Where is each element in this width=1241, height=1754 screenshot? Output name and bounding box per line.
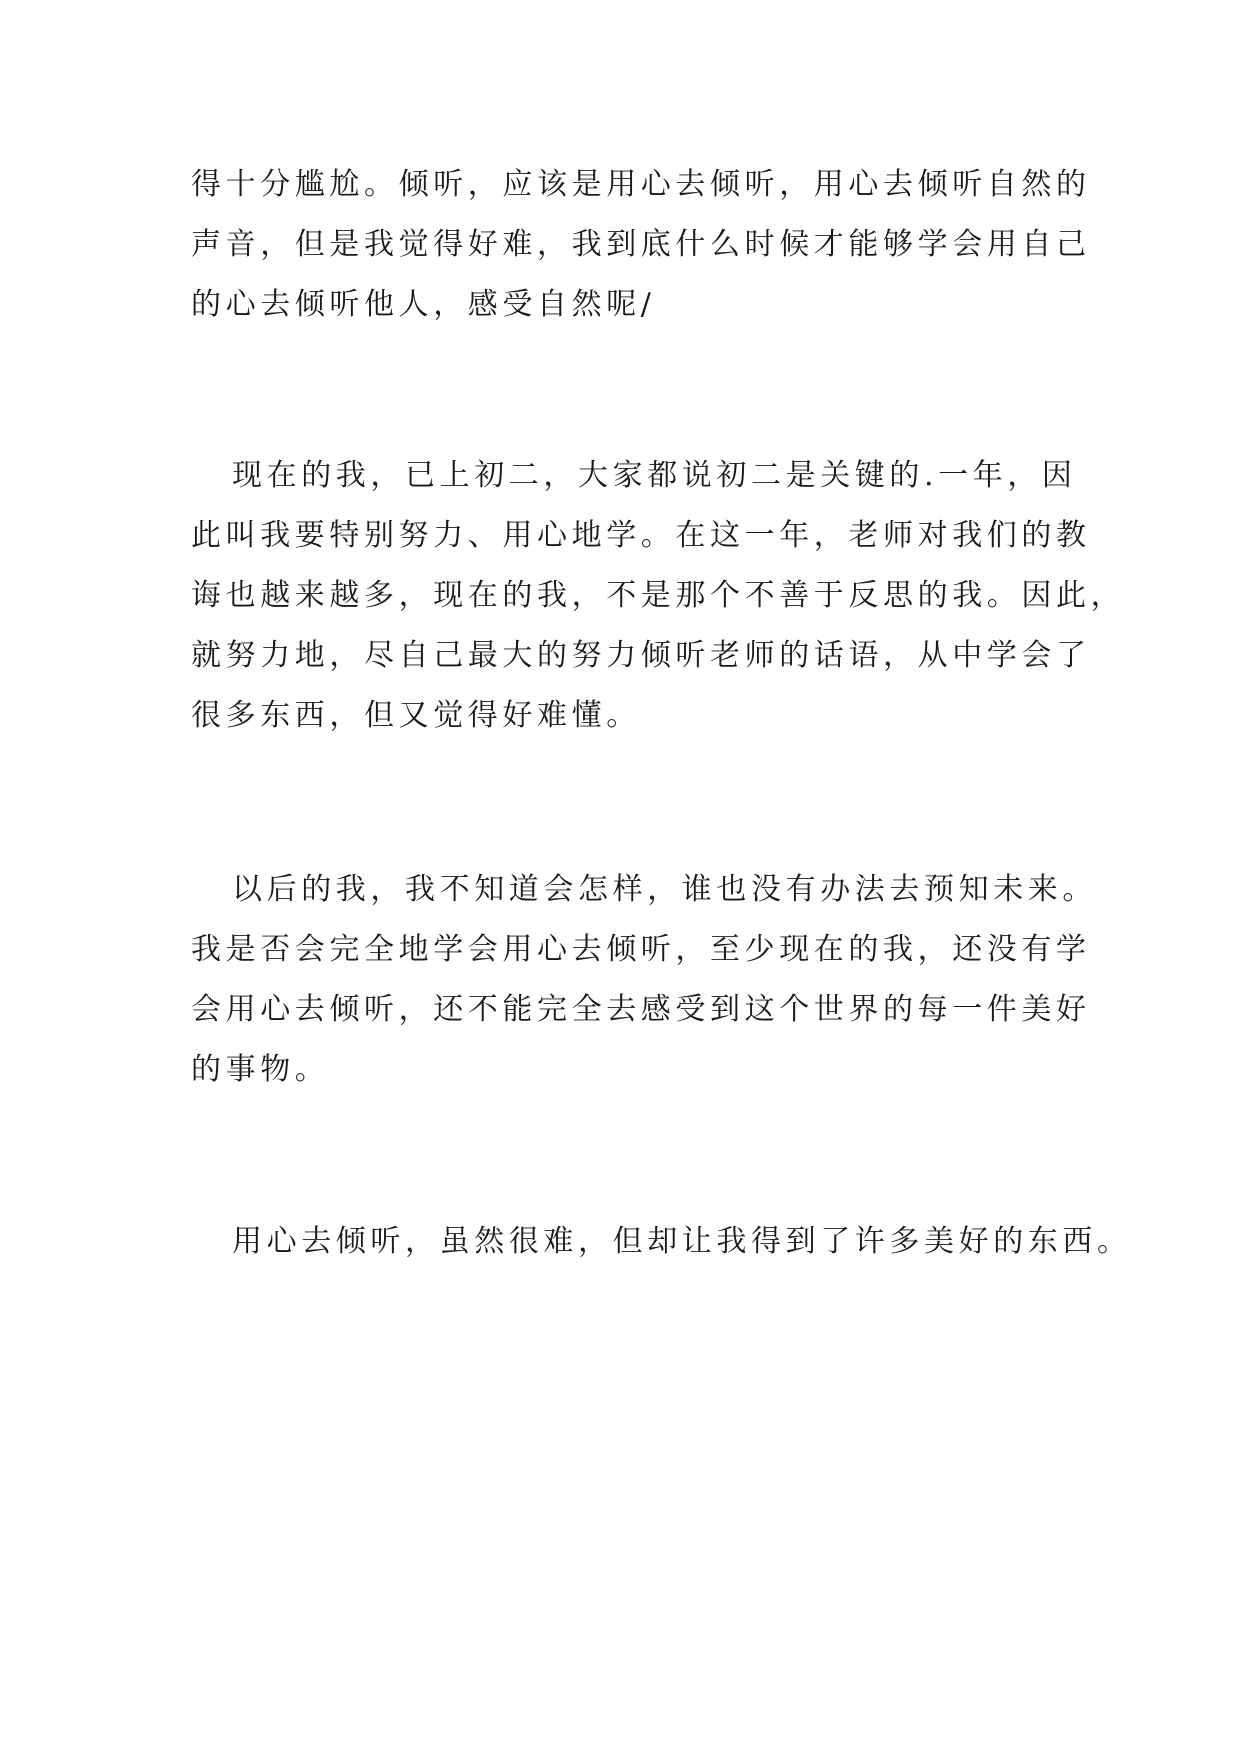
paragraph-line: 此叫我要特别努力、用心地学。在这一年，老师对我们的教 (191, 518, 1091, 553)
paragraph-line: 诲也越来越多，现在的我，不是那个不善于反思的我。因此， (191, 578, 1126, 613)
paragraph-line: 就努力地，尽自己最大的努力倾听老师的话语，从中学会了 (191, 638, 1091, 673)
paragraph-line: 的心去倾听他人，感受自然呢/ (191, 287, 656, 322)
paragraph-line: 得十分尴尬。倾听，应该是用心去倾听，用心去倾听自然的 (191, 167, 1091, 202)
paragraph-line: 会用心去倾听，还不能完全去感受到这个世界的每一件美好 (191, 992, 1091, 1027)
paragraph-line: 声音，但是我觉得好难，我到底什么时候才能够学会用自己 (191, 227, 1091, 262)
paragraph-line: 的事物。 (191, 1052, 330, 1087)
paragraph-line: 以后的我，我不知道会怎样，谁也没有办法去预知未来。 (232, 872, 1097, 907)
paragraph-line: 现在的我，已上初二，大家都说初二是关键的.一年，因 (232, 458, 1077, 493)
paragraph-line: 用心去倾听，虽然很难，但却让我得到了许多美好的东西。 (232, 1224, 1132, 1259)
paragraph-line: 我是否会完全地学会用心去倾听，至少现在的我，还没有学 (191, 932, 1091, 967)
paragraph-line: 很多东西，但又觉得好难懂。 (191, 698, 641, 733)
